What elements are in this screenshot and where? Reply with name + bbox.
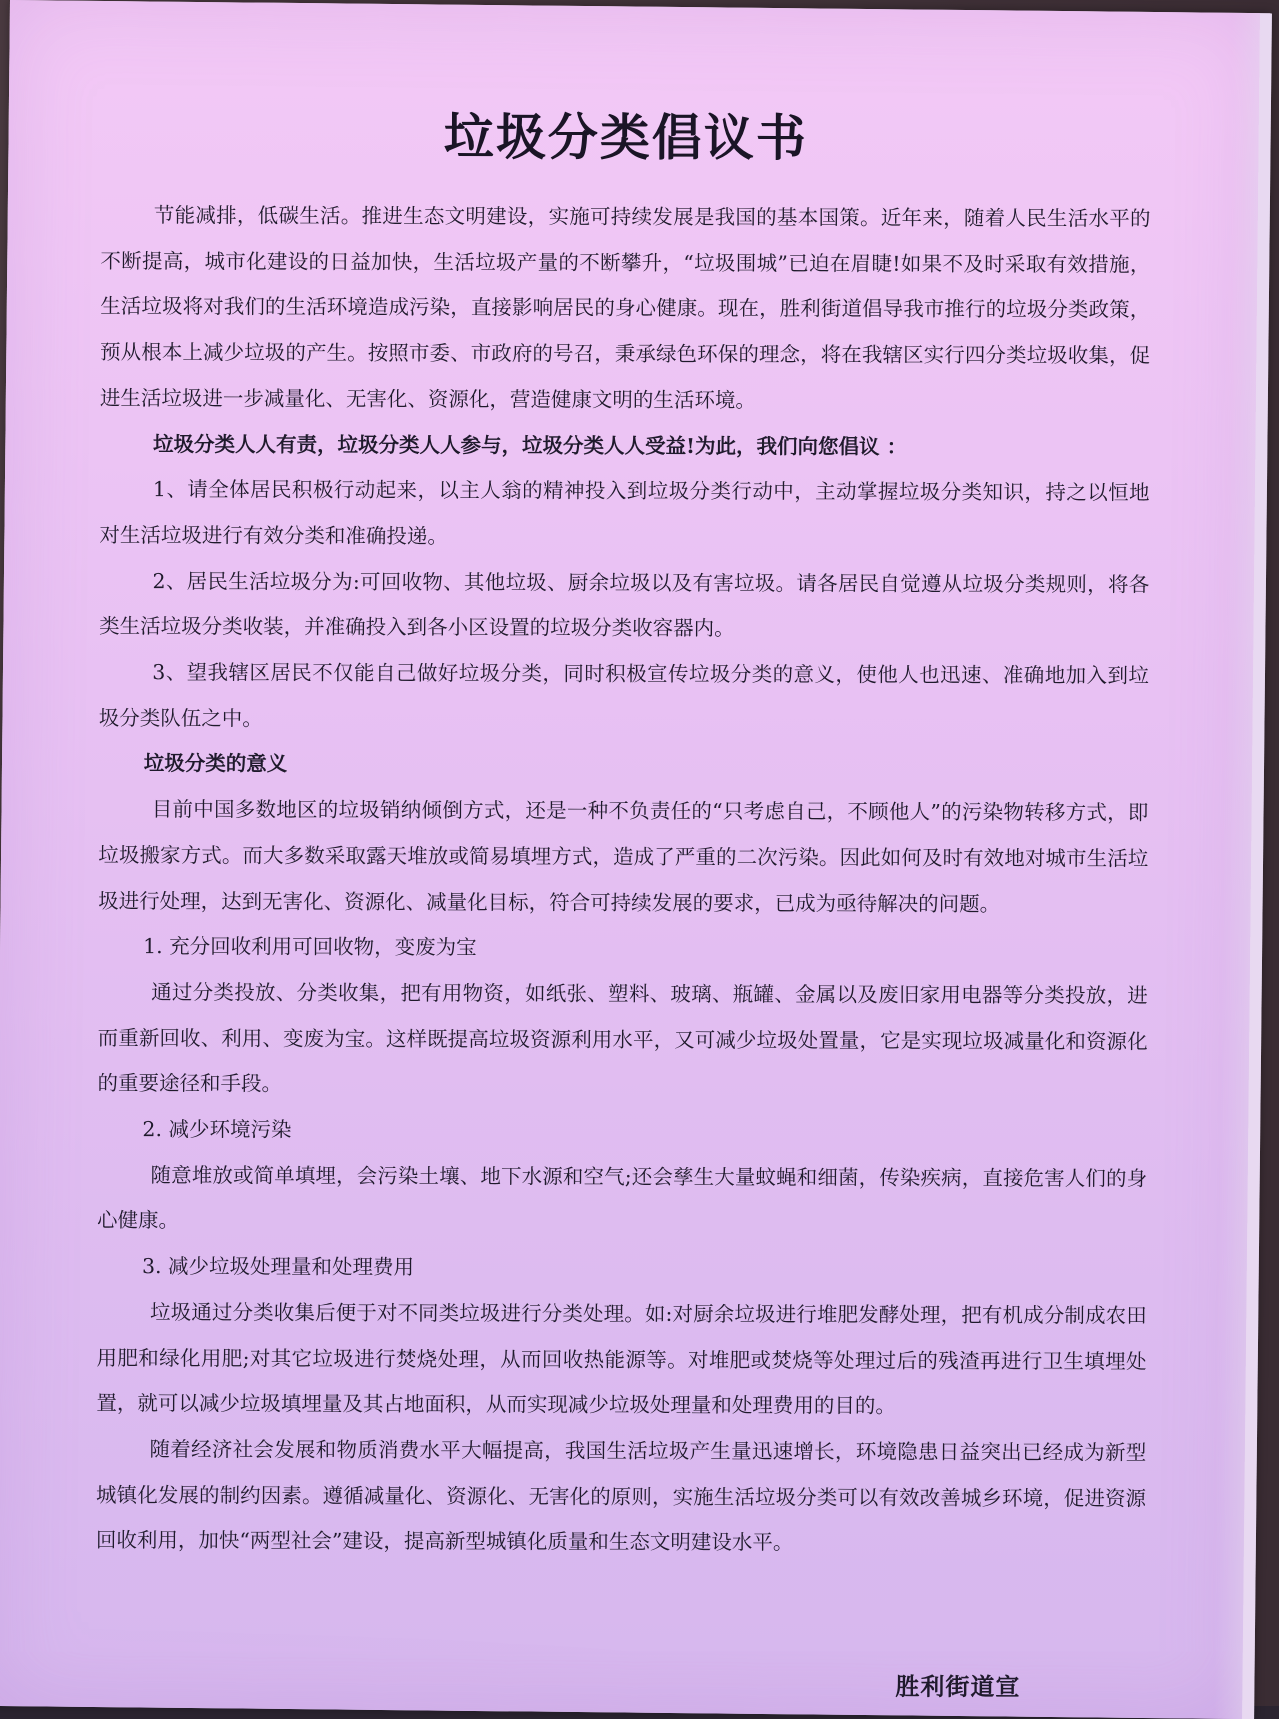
benefit-paragraph-1: 通过分类投放、分类收集，把有用物资，如纸张、塑料、玻璃、瓶罐、金属以及废旧家用电器等分类投放，进而重新回收、利用、变废为宝。这样既提高垃圾资源利用水平，又可减少垃圾处置量，它是实现垃圾减量化和资源化的重要途径和手段。 xyxy=(97,980,1148,1096)
proposal-item-2: 2、居民生活垃圾分为:可回收物、其他垃圾、厨余垃圾以及有害垃圾。请各居民自觉遵从垃圾分类规则，将各类生活垃圾分类收装，并准确投入到各小区设置的垃圾分类收容器内。 xyxy=(99,568,1150,641)
call-to-action: 垃圾分类人人有责，垃圾分类人人参与，垃圾分类人人受益!为此，我们向您倡议 ： xyxy=(153,431,908,459)
signature: 胜利街道宣 xyxy=(895,1671,1021,1702)
benefit-heading-3: 3. 减少垃圾处理量和处理费用 xyxy=(141,1254,415,1280)
document-body xyxy=(95,101,1151,1702)
document-title: 垃圾分类倡议书 xyxy=(443,107,808,168)
significance-paragraph: 目前中国多数地区的垃圾销纳倾倒方式，还是一种不负责任的“只考虑自己，不顾他人”的污染物转移方式，即垃圾搬家方式。而大多数采取露天堆放或简易填埋方式，造成了严重的二次污染。因此如何及时有效地对城市生活垃圾进行处理，达到无害化、资源化、减量化目标，符合可持续发展的要求，已成为亟待解决的问题。 xyxy=(98,797,1149,916)
proposal-item-1: 1、请全体居民积极行动起来，以主人翁的精神投入到垃圾分类行动中，主动掌握垃圾分类知识，持之以恒地对生活垃圾进行有效分类和准确投递。 xyxy=(99,477,1150,549)
section-heading-significance: 垃圾分类的意义 xyxy=(143,751,288,777)
benefit-paragraph-3: 垃圾通过分类收集后便于对不同类垃圾进行分类处理。如:对厨余垃圾进行堆肥发酵处理，把有机成分制成农田用肥和绿化用肥;对其它垃圾进行焚烧处理，从而回收热能源等。对堆肥或焚烧等处理过后的残渣再进行卫生填埋处置，就可以减少垃圾填埋量及其占地面积，从而实现减少垃圾处理量和处理费用的目的。 xyxy=(96,1300,1147,1419)
benefit-heading-2: 2. 减少环境污染 xyxy=(142,1117,292,1142)
closing-paragraph: 随着经济社会发展和物质消费水平大幅提高，我国生活垃圾产生量迅速增长，环境隐患日益突出已经成为新型城镇化发展的制约因素。遵循减量化、资源化、无害化的原则，实施生活垃圾分类可以有效改善城乡环境，促进资源回收利用，加快“两型社会”建设，提高新型城镇化质量和生态文明建设水平。 xyxy=(95,1437,1147,1555)
benefit-paragraph-2: 随意堆放或简单填埋，会污染土壤、地下水源和空气;还会孳生大量蚊蝇和细菌，传染疾病，直接危害人们的身心健康。 xyxy=(96,1162,1148,1233)
intro-paragraph: 节能减排，低碳生活。推进生态文明建设，实施可持续发展是我国的基本国策。近年来，随着人民生活水平的不断提高，城市化建设的日益加快，生活垃圾产量的不断攀升，“垃圾围城”已迫在眉睫!如果不及时采取有效措施，生活垃圾将对我们的生活环境造成污染，直接影响居民的身心健康。现在，胜利街道倡导我市推行的垃圾分类政策，预从根本上减少垃圾的产生。按照市委、市政府的号召，秉承绿色环保的理念，将在我辖区实行四分类垃圾收集，促进生活垃圾进一步减量化、无害化、资源化，营造健康文明的生活环境。 xyxy=(99,203,1151,413)
proposal-item-3: 3、望我辖区居民不仅能自己做好垃圾分类，同时积极宣传垃圾分类的意义，使他人也迅速、准确地加入到垃圾分类队伍之中。 xyxy=(98,660,1149,731)
benefit-heading-1: 1. 充分回收利用可回收物，变废为宝 xyxy=(143,934,477,960)
